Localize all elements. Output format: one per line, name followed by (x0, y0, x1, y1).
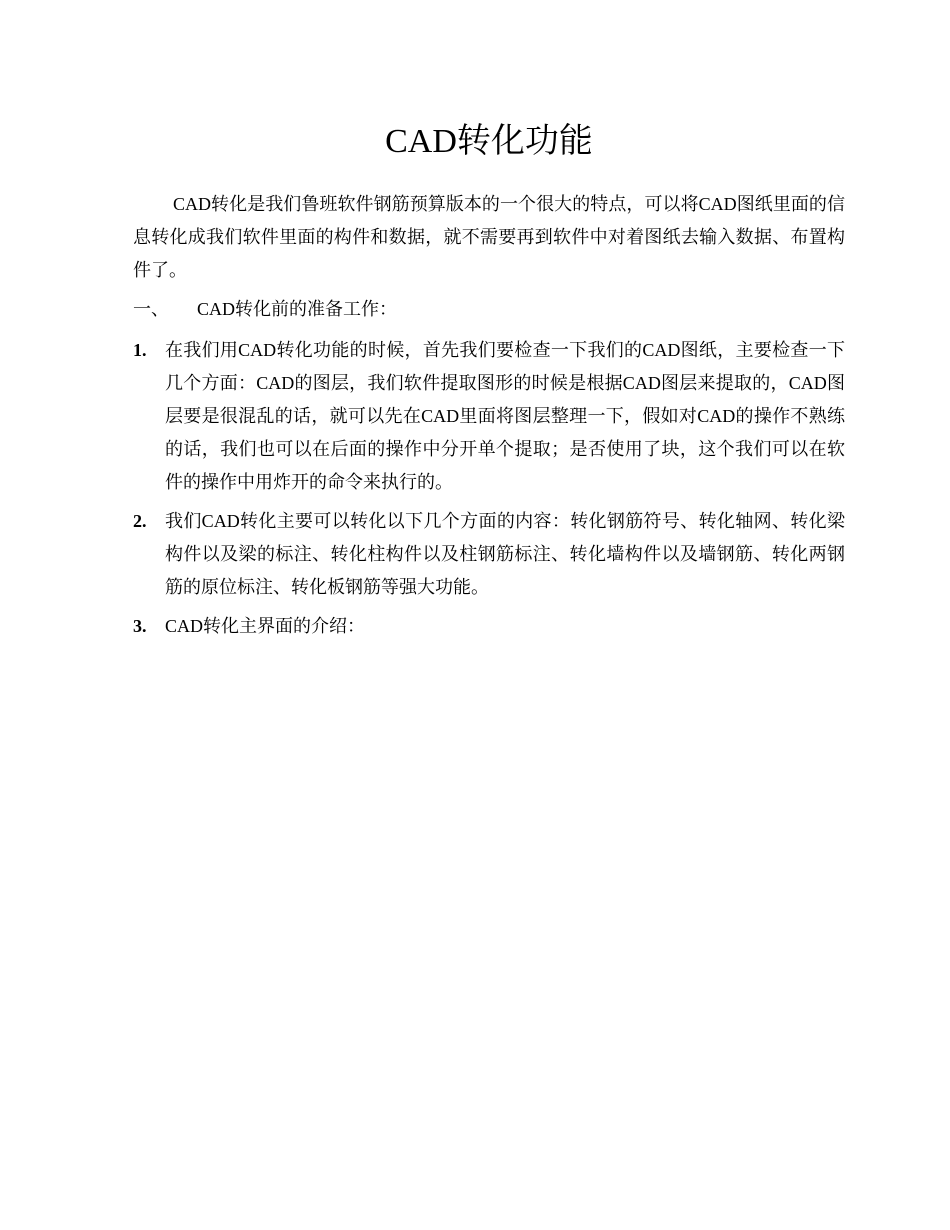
list-item-number: 1. (133, 340, 147, 360)
document-title: CAD转化功能 (385, 123, 593, 160)
numbered-list (133, 334, 845, 643)
list-item-number: 3. (133, 616, 147, 636)
list-item-text: 在我们用CAD转化功能的时候，首先我们要检查一下我们的CAD图纸，主要检查一下几个方面：CAD的图层，我们软件提取图形的时候是根据CAD图层来提取的，CAD图层要是很混乱的话，就可以先在CAD里面将图层整理一下，假如对CAD的操作不熟练的话，我们也可以在后面的操作中分开单个提取；是否使用了块，这个我们可以在软件的操作中用炸开的命令来执行的。 (165, 340, 845, 492)
list-item (133, 610, 845, 643)
list-item-text: CAD转化主界面的介绍： (165, 616, 366, 636)
section-heading (133, 293, 845, 326)
document-body (133, 118, 845, 649)
list-item-number: 2. (133, 511, 147, 531)
list-item (133, 505, 845, 604)
list-item-text: 我们CAD转化主要可以转化以下几个方面的内容：转化钢筋符号、转化轴网、转化梁构件以及梁的标注、转化柱构件以及柱钢筋标注、转化墙构件以及墙钢筋、转化两钢筋的原位标注、转化板钢筋等强大功能。 (165, 511, 845, 597)
intro-paragraph: CAD转化是我们鲁班软件钢筋预算版本的一个很大的特点，可以将CAD图纸里面的信息转化成我们软件里面的构件和数据，就不需要再到软件中对着图纸去输入数据、布置构件了。 (133, 194, 845, 280)
section-number: 一、 (133, 299, 169, 319)
section-heading-text: CAD转化前的准备工作： (197, 299, 398, 319)
list-item (133, 334, 845, 499)
